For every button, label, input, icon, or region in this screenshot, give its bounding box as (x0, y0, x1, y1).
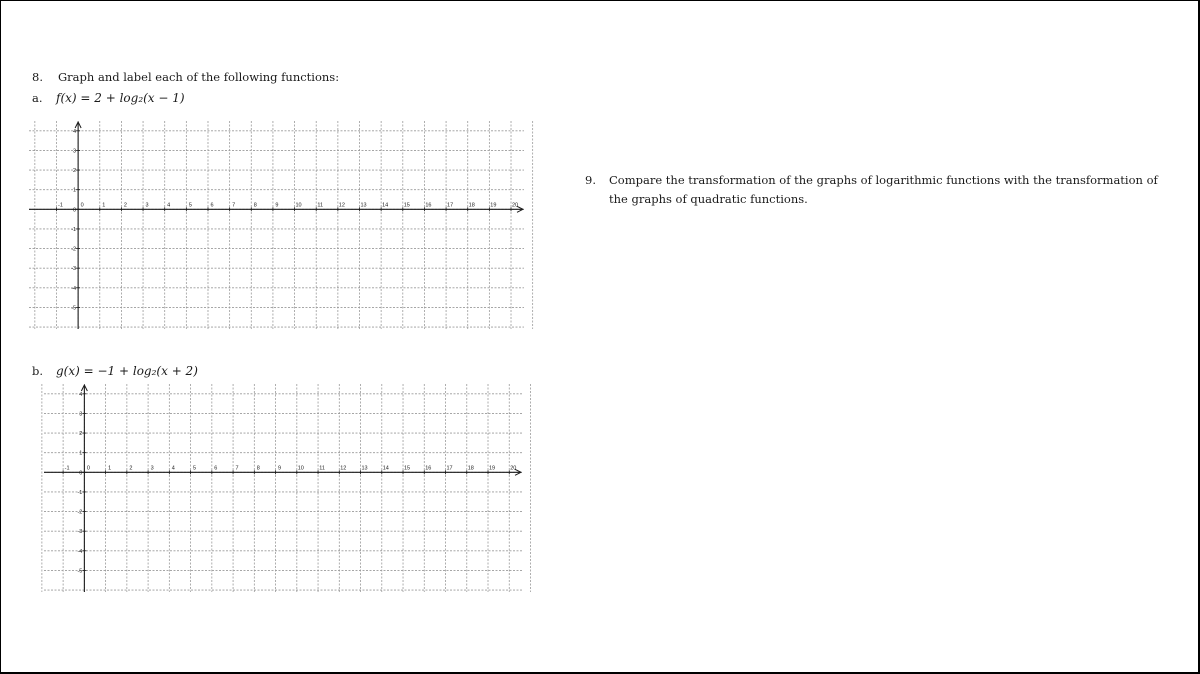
x-tick-label: 6 (214, 465, 218, 472)
y-tick-label: 2 (79, 431, 83, 438)
x-tick-label: 19 (490, 202, 497, 209)
x-tick-label: 14 (382, 465, 389, 472)
y-tick-label: 4 (79, 391, 83, 398)
x-tick-label: 0 (80, 202, 84, 209)
y-tick-label: -1 (77, 489, 83, 496)
x-tick-label: 20 (511, 202, 519, 209)
y-tick-label: -4 (71, 285, 77, 292)
y-tick-label: -3 (77, 529, 83, 536)
x-tick-label: 9 (278, 465, 282, 472)
part-b-heading (32, 364, 198, 378)
y-tick-label: -1 (71, 226, 77, 233)
x-tick-label: 16 (425, 202, 432, 209)
y-tick-label: -3 (71, 266, 77, 273)
x-tick-label: 18 (468, 202, 475, 209)
x-tick-label: 9 (275, 202, 279, 209)
y-tick-label: -5 (71, 305, 77, 312)
y-tick-label: -2 (77, 509, 83, 516)
x-tick-label: 11 (317, 202, 324, 209)
part-a-label: a. (32, 91, 43, 105)
y-tick-label: 3 (73, 148, 77, 155)
x-tick-label: 15 (403, 465, 411, 472)
x-tick-label: 2 (123, 202, 127, 209)
part-b-function: g(x) = −1 + log₂(x + 2) (56, 364, 198, 378)
x-tick-label: 3 (145, 202, 149, 209)
x-tick-label: 18 (467, 465, 474, 472)
x-tick-label: 17 (447, 202, 454, 209)
coordinate-grid-b (44, 384, 522, 592)
x-tick-label: 15 (403, 202, 410, 209)
x-tick-label: 4 (167, 202, 171, 209)
x-tick-label: 8 (256, 465, 260, 472)
x-tick-label: 4 (171, 465, 175, 472)
part-b-label: b. (32, 364, 44, 378)
question-8-title: Graph and label each of the following functions: (58, 70, 340, 84)
x-tick-label: 7 (232, 202, 236, 209)
x-tick-label: 1 (108, 465, 112, 472)
worksheet-page (1, 1, 1198, 672)
question-9-text: Compare the transformation of the graphs of logarithmic functions with the transformation of the graphs of quadratic functions. (609, 173, 1158, 206)
x-tick-label: 10 (297, 465, 304, 472)
y-tick-label: 3 (79, 411, 83, 418)
x-tick-label: 5 (193, 465, 197, 472)
x-tick-label: 13 (360, 202, 367, 209)
y-tick-label: -2 (71, 246, 77, 253)
x-tick-label: 2 (129, 465, 133, 472)
y-tick-label: 1 (73, 187, 77, 194)
x-tick-label: 7 (235, 465, 239, 472)
x-tick-label: 19 (488, 465, 496, 472)
x-tick-label: 16 (425, 465, 432, 472)
x-tick-label: 14 (382, 202, 389, 209)
x-tick-label: 5 (188, 202, 192, 209)
question-9-number: 9. (585, 173, 596, 187)
y-tick-label: 1 (79, 450, 83, 457)
x-tick-label: 8 (253, 202, 257, 209)
y-tick-label: 4 (73, 128, 77, 135)
x-tick-label: 20 (510, 465, 517, 472)
coordinate-grid-a (29, 121, 524, 329)
x-tick-label: 0 (86, 465, 90, 472)
y-tick-label: -5 (77, 568, 83, 575)
x-tick-label: 11 (319, 465, 325, 472)
x-tick-label: 6 (210, 202, 214, 209)
x-tick-label: 12 (340, 465, 347, 472)
x-tick-label: 12 (338, 202, 345, 209)
x-tick-label: 1 (102, 202, 106, 209)
question-8-number: 8. (32, 70, 43, 84)
part-a-heading (32, 91, 185, 105)
x-tick-label: 13 (361, 465, 368, 472)
x-tick-label: 3 (150, 465, 154, 472)
question-8-heading (32, 70, 339, 84)
y-tick-label: 2 (73, 168, 77, 175)
part-a-function: f(x) = 2 + log₂(x − 1) (56, 91, 185, 105)
question-9 (585, 171, 1169, 209)
x-tick-label: 10 (295, 202, 302, 209)
x-tick-label: -1 (64, 465, 70, 472)
y-tick-label: 0 (73, 207, 77, 214)
x-tick-label: 17 (446, 465, 453, 472)
y-tick-label: 0 (79, 470, 83, 477)
x-tick-label: -1 (58, 202, 63, 209)
y-tick-label: -4 (77, 548, 83, 555)
